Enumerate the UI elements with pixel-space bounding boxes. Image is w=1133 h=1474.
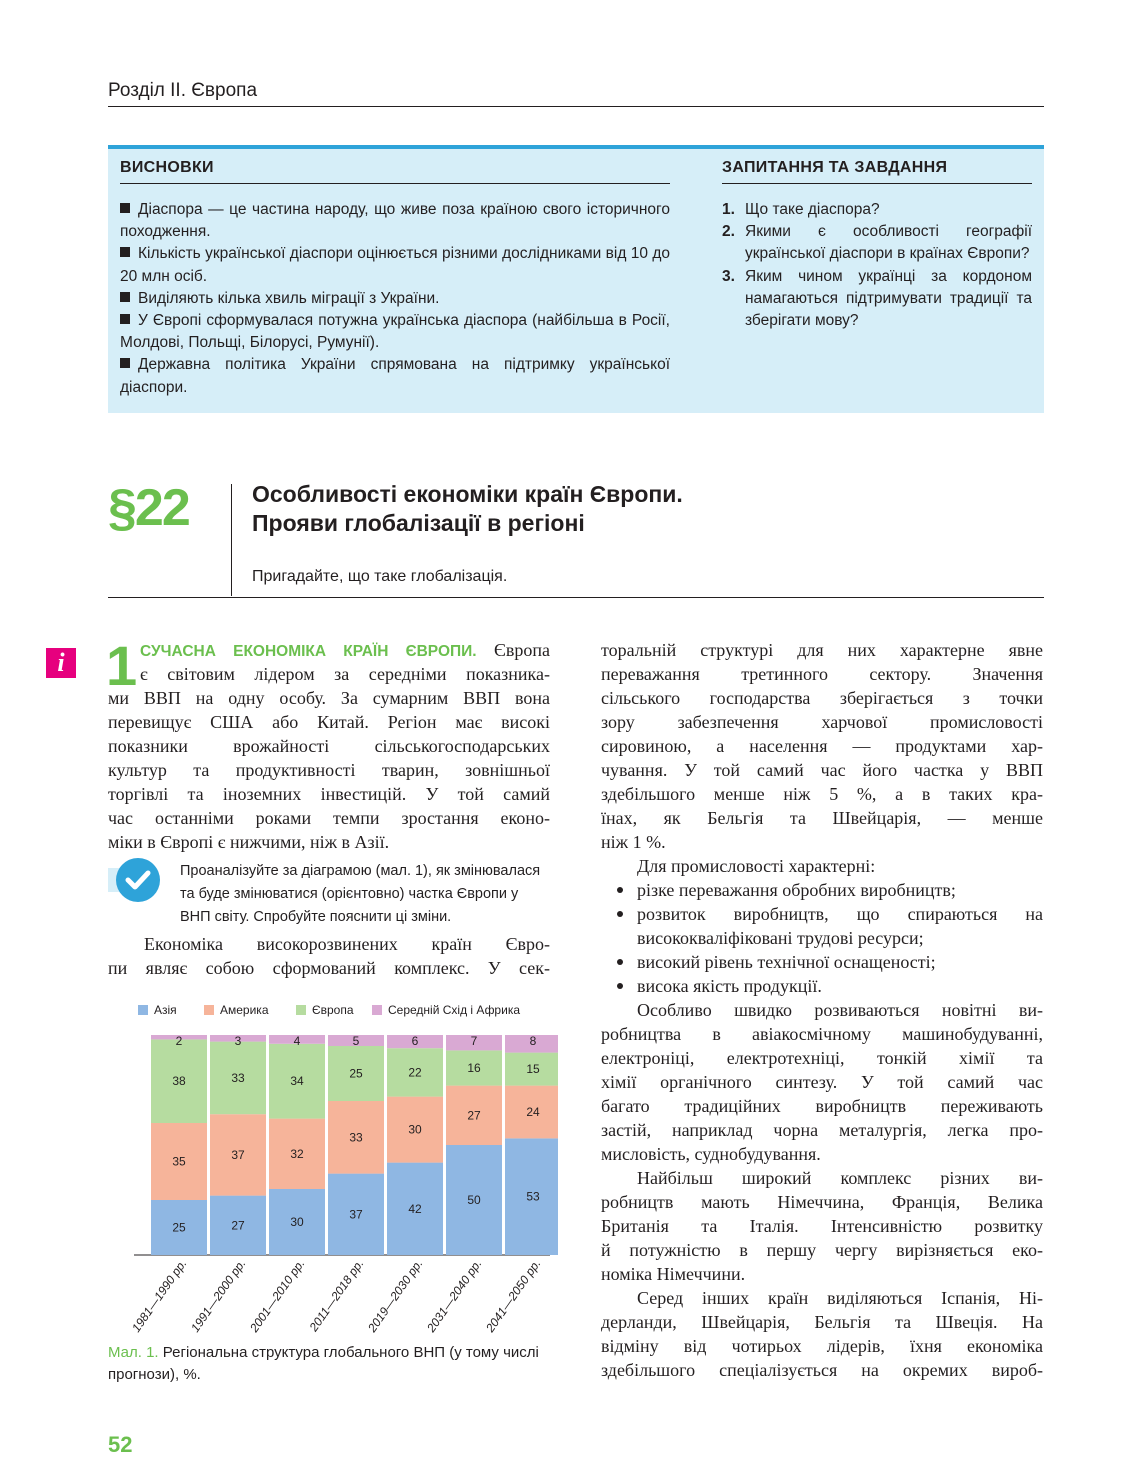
bullet-marker xyxy=(617,959,623,965)
text-line: номіка Німеччини. xyxy=(601,1264,746,1284)
recall-prompt: Пригадайте, що таке глобалізація. xyxy=(252,568,508,585)
header-rule xyxy=(108,106,1044,107)
text-line: Найбільш широкий комплекс різних ви- xyxy=(637,1168,1043,1188)
data-label: 22 xyxy=(408,1065,422,1080)
conclusion-item: Державна політика України спрямована на підтримку української діаспори. xyxy=(120,356,670,396)
data-label: 37 xyxy=(231,1147,245,1162)
legend-label: Європа xyxy=(312,1003,354,1017)
bullet-item: розвиток виробництв, що спираються на xyxy=(637,904,1043,924)
text-line: багато традиційних виробництв переживають xyxy=(601,1096,1043,1116)
text-line: час останніми роками темпи зростання еконо- xyxy=(108,808,550,828)
legend-swatch xyxy=(204,1005,214,1015)
data-label: 6 xyxy=(411,1034,419,1048)
data-label: 3 xyxy=(234,1034,242,1048)
data-label: 32 xyxy=(290,1146,304,1161)
data-label: 35 xyxy=(172,1154,186,1169)
conclusions-title: ВИСНОВКИ xyxy=(120,159,214,176)
text-line: Особливо швидко розвиваються новітні ви- xyxy=(637,1000,1043,1020)
legend-swatch xyxy=(372,1005,382,1015)
text-line: відміну від чотирьох лідерів, їхня економіка xyxy=(601,1336,1043,1356)
text-line: пи являє собою сформований комплекс. У сек- xyxy=(108,958,550,978)
section-number: 1 xyxy=(106,634,138,697)
data-label: 4 xyxy=(293,1034,301,1048)
summary-box xyxy=(108,145,1044,413)
data-label: 15 xyxy=(526,1062,540,1077)
text-line: здебільшого спеціалізується на окремих вироб- xyxy=(601,1360,1043,1380)
legend-label: Азія xyxy=(154,1003,177,1017)
bullet-item: високий рівень технічної оснащеності; xyxy=(637,952,936,972)
text-line: чування. У той самий час його частка у ВВП xyxy=(601,760,1043,780)
text-line: є світовим лідером за середніми показника- xyxy=(140,664,550,684)
data-label: 53 xyxy=(526,1189,540,1204)
bullet-marker xyxy=(617,983,623,989)
text-line: їнах, як Бельгія та Швейцарія, — менше xyxy=(601,808,1043,828)
text-line: перевищує США або Китай. Регіон має високі xyxy=(108,712,550,732)
figure-caption: Мал. 1. Регіональна структура глобального ВНП (у тому числі прогнози), %. xyxy=(108,1344,539,1383)
text-line: Економіка високорозвинених країн Євро- xyxy=(144,934,550,954)
question-item: 3. Яким чином українці за кордоном намагаються підтримувати традиції та зберігати мову? xyxy=(722,267,1032,330)
paragraph-title: Особливості економіки країн Європи. Прояви глобалізації в регіоні xyxy=(252,481,683,536)
data-label: 50 xyxy=(467,1193,481,1207)
tick-label: 2041—2050 рр. xyxy=(483,1256,544,1335)
gnp-chart xyxy=(108,995,558,1340)
data-label: 37 xyxy=(349,1207,363,1222)
data-label: 38 xyxy=(172,1074,186,1089)
data-label: 34 xyxy=(290,1074,304,1089)
question-item: 1. Що таке діаспора? xyxy=(722,201,880,218)
data-label: 7 xyxy=(470,1034,478,1048)
chart-svg xyxy=(108,995,558,1335)
text-line: Серед інших країн виділяються Іспанія, Ні- xyxy=(637,1288,1043,1308)
text-line: Для промисловості характерні: xyxy=(637,856,876,876)
text-line: здебільшого менше ніж 5 %, а в таких кра- xyxy=(601,784,1043,804)
bullet-item: різке переважання обробних виробництв; xyxy=(637,880,956,900)
text-line: застій, наприклад чорна металургія, легка про- xyxy=(601,1120,1043,1140)
text-line: робництв мають Німеччина, Франція, Велика xyxy=(601,1192,1043,1212)
tick-label: 1991—2000 рр. xyxy=(188,1256,249,1335)
text-line: ніж 1 %. xyxy=(601,832,666,852)
text-line: міки в Європі є нижчими, ніж в Азії. xyxy=(108,832,390,852)
text-line: хімії органічного синтезу. У той самий час xyxy=(601,1072,1043,1092)
conclusions-rule xyxy=(120,183,670,184)
text-line: робництва в авіакосмічному машинобудуванні, xyxy=(601,1024,1043,1044)
right-column-text xyxy=(601,638,1043,1418)
tick-label: 2011—2018 рр. xyxy=(306,1256,367,1334)
data-label: 33 xyxy=(231,1070,245,1085)
conclusion-item: У Європі сформувалася потужна українська діаспора (найбільша в Росії, Молдові, Польщі, Білорусі, Румунії). xyxy=(120,312,670,352)
text-line: сировиною, а населення — продуктами хар- xyxy=(601,736,1043,756)
text-line: дерланди, Швейцарія, Бельгія та Швеція. На xyxy=(601,1312,1043,1332)
questions-rule xyxy=(722,183,1032,184)
questions-list xyxy=(722,199,1032,332)
page-number: 52 xyxy=(108,1432,133,1457)
data-label: 27 xyxy=(467,1108,481,1123)
tick-label: 2019—2030 рр. xyxy=(365,1256,426,1335)
conclusion-item: Діаспора — це частина народу, що живе поза країною свого історичного походження. xyxy=(120,201,670,241)
bullet-item: висока якість продукції. xyxy=(637,976,822,996)
data-label: 16 xyxy=(467,1061,481,1075)
data-label: 33 xyxy=(349,1130,363,1145)
checkmark-icon xyxy=(108,858,162,902)
data-label: 30 xyxy=(408,1122,422,1137)
text-line: мисловість, суднобудування. xyxy=(601,1144,821,1164)
data-label: 8 xyxy=(529,1034,537,1048)
data-label: 24 xyxy=(526,1105,540,1119)
data-label: 27 xyxy=(231,1218,245,1233)
legend-swatch xyxy=(138,1005,148,1015)
task-text: Проаналізуйте за діаграмою (мал. 1), як змінювалася та буде змінюватися (орієнтовно) частка Європи у ВНП світу. Спробуйте пояснити ці зміни. xyxy=(180,863,541,925)
bullet-marker xyxy=(617,887,623,893)
tick-label: 2001—2010 рр. xyxy=(247,1256,308,1335)
data-label: 5 xyxy=(352,1034,360,1048)
data-label: 25 xyxy=(172,1220,186,1235)
info-icon: i xyxy=(46,648,76,678)
text-line: показники врожайності сільськогосподарських xyxy=(108,736,550,756)
task-marker xyxy=(108,858,162,902)
text-line: торальній структурі для них характерне явне xyxy=(601,640,1043,660)
legend-label: Америка xyxy=(220,1003,269,1017)
conclusion-item: Кількість української діаспори оцінюється різними дослідниками від 10 до 20 млн осіб. xyxy=(120,245,670,285)
text-line: Британія та Італія. Інтенсивністю розвитку xyxy=(601,1216,1043,1236)
text-line: торгівлі та іноземних інвестицій. У той самий xyxy=(108,784,550,804)
text-line: й потужністю в першу чергу вирізняється еко- xyxy=(601,1240,1043,1260)
tick-label: 2031—2040 рр. xyxy=(424,1256,485,1335)
text-line: електроніці, електротехніці, тонкій хімії та xyxy=(601,1048,1043,1068)
legend-label: Середній Схід і Африка xyxy=(388,1003,520,1017)
data-label: 25 xyxy=(349,1066,363,1081)
questions-title: ЗАПИТАННЯ ТА ЗАВДАННЯ xyxy=(722,159,948,176)
paragraph-divider xyxy=(231,484,232,596)
chapter-header: Розділ ІІ. Європа xyxy=(108,80,258,101)
paragraph-number: §22 xyxy=(108,479,189,537)
data-label: 30 xyxy=(290,1215,304,1229)
data-label: 42 xyxy=(408,1201,422,1216)
section-rule xyxy=(108,597,1044,598)
conclusion-item: Виділяють кілька хвиль міграції з України. xyxy=(120,288,670,310)
bullet-marker xyxy=(617,911,623,917)
conclusions-list xyxy=(120,199,670,399)
question-item: 2. Якими є особливості географії української діаспори в країнах Європи? xyxy=(722,223,1032,263)
text-line: ми ВВП на одну особу. За сумарним ВВП вона xyxy=(108,688,550,708)
data-label: 2 xyxy=(175,1034,183,1048)
text-line: сільського господарства зберігається з точки xyxy=(601,688,1043,708)
tick-label: 1981—1990 рр. xyxy=(129,1256,190,1335)
legend-swatch xyxy=(296,1005,306,1015)
text-line: культур та продуктивності тварин, зовнішньої xyxy=(108,760,550,780)
text-line: переважання третинного сектору. Значення xyxy=(601,664,1043,684)
text-line: зору забезпечення харчової промисловості xyxy=(601,712,1043,732)
text-line: СУЧАСНА ЕКОНОМІКА КРАЇН ЄВРОПИ. Європа xyxy=(140,640,551,660)
bullet-item-cont: висококваліфіковані трудові ресурси; xyxy=(637,928,924,948)
